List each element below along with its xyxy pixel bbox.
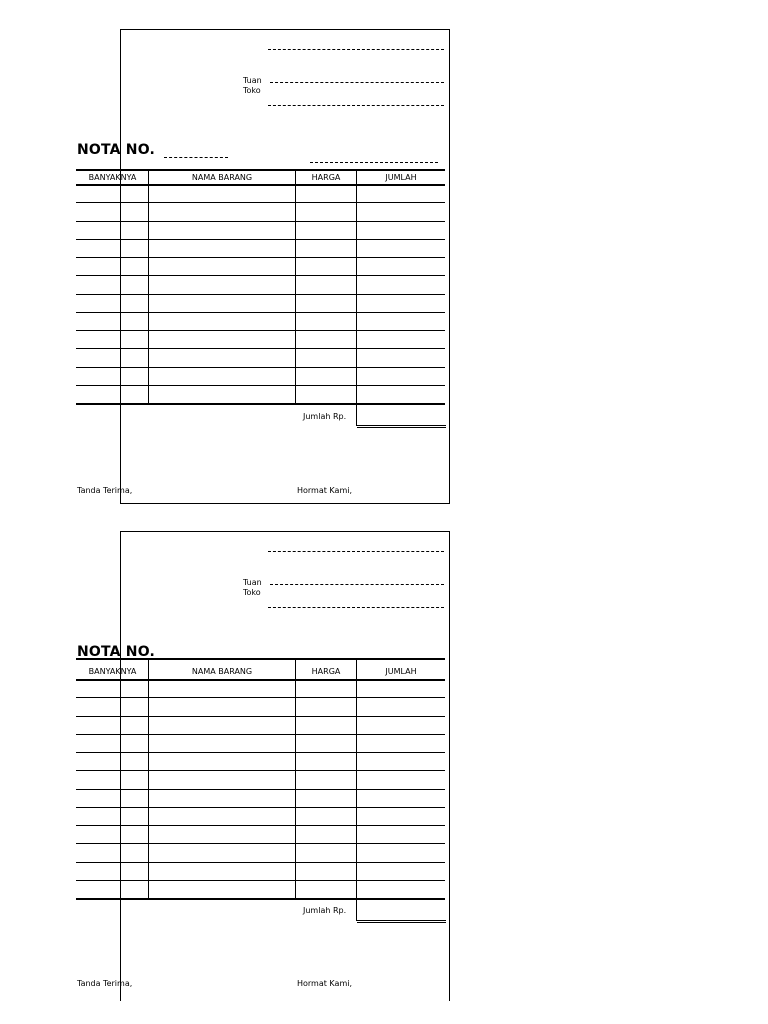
table-row-rule [76,221,445,222]
col-divider-total [356,659,357,899]
table-top-rule [76,169,445,171]
table-row-rule [76,770,445,771]
col-header-name: NAMA BARANG [191,173,253,182]
table-row-rule [76,697,445,698]
total-amount-box [356,900,446,921]
jumlah-rp-label: Jumlah Rp. [303,906,347,915]
table-row-rule [76,367,445,368]
recipient-line-top [268,49,444,50]
toko-field-line [268,607,444,608]
recipient-labels [243,578,262,598]
header-bottom-rule [76,184,445,186]
table-row-rule [76,330,445,331]
recipient-line-top [268,551,444,552]
table-row-rule [76,825,445,826]
table-row-rule [76,752,445,753]
jumlah-rp-label: Jumlah Rp. [303,412,347,421]
table-row-rule [76,843,445,844]
nota-title: NOTA NO. [77,142,156,158]
table-row-rule [76,734,445,735]
tanda-terima-label: Tanda Terima, [77,979,133,988]
date-line [310,162,438,163]
col-header-total: JUMLAH [385,667,417,676]
col-header-name: NAMA BARANG [191,667,253,676]
col-header-qty: BANYAKNYA [88,667,137,676]
tuan-label: Tuan [243,76,262,85]
col-header-price: HARGA [311,667,341,676]
col-divider-price [295,170,296,404]
header-bottom-rule [76,679,445,681]
table-row-rule [76,239,445,240]
toko-label: Toko [243,86,261,95]
table-row-rule [76,385,445,386]
table-row-rule [76,789,445,790]
tuan-field-line [270,82,444,83]
col-header-price: HARGA [311,173,341,182]
nota-frame [120,29,450,504]
table-row-rule [76,880,445,881]
table-row-rule [76,202,445,203]
total-amount-box [356,405,446,426]
hormat-kami-label: Hormat Kami, [297,979,352,988]
table-top-rule [76,658,445,660]
tanda-terima-label: Tanda Terima, [77,486,133,495]
table-row-rule [76,716,445,717]
table-row-rule [76,348,445,349]
col-divider-price [295,659,296,899]
toko-label: Toko [243,588,261,597]
table-row-rule [76,807,445,808]
nota-form-1 [0,0,768,495]
table-row-rule [76,275,445,276]
nota-number-line [164,157,228,158]
col-divider-qty [120,184,121,403]
hormat-kami-label: Hormat Kami, [297,486,352,495]
col-divider-name [148,659,149,899]
tuan-label: Tuan [243,578,262,587]
nota-frame [120,531,450,1001]
table-row-rule [76,294,445,295]
col-divider-name [148,170,149,404]
table-row-rule [76,312,445,313]
col-divider-total [356,170,357,404]
recipient-labels [243,76,262,96]
toko-field-line [268,105,444,106]
table-row-rule [76,862,445,863]
nota-title: NOTA NO. [77,644,156,660]
tuan-field-line [270,584,444,585]
table-row-rule [76,257,445,258]
col-header-qty: BANYAKNYA [88,173,137,182]
col-divider-qty [120,679,121,898]
nota-form-2 [0,502,768,988]
col-header-total: JUMLAH [385,173,417,182]
